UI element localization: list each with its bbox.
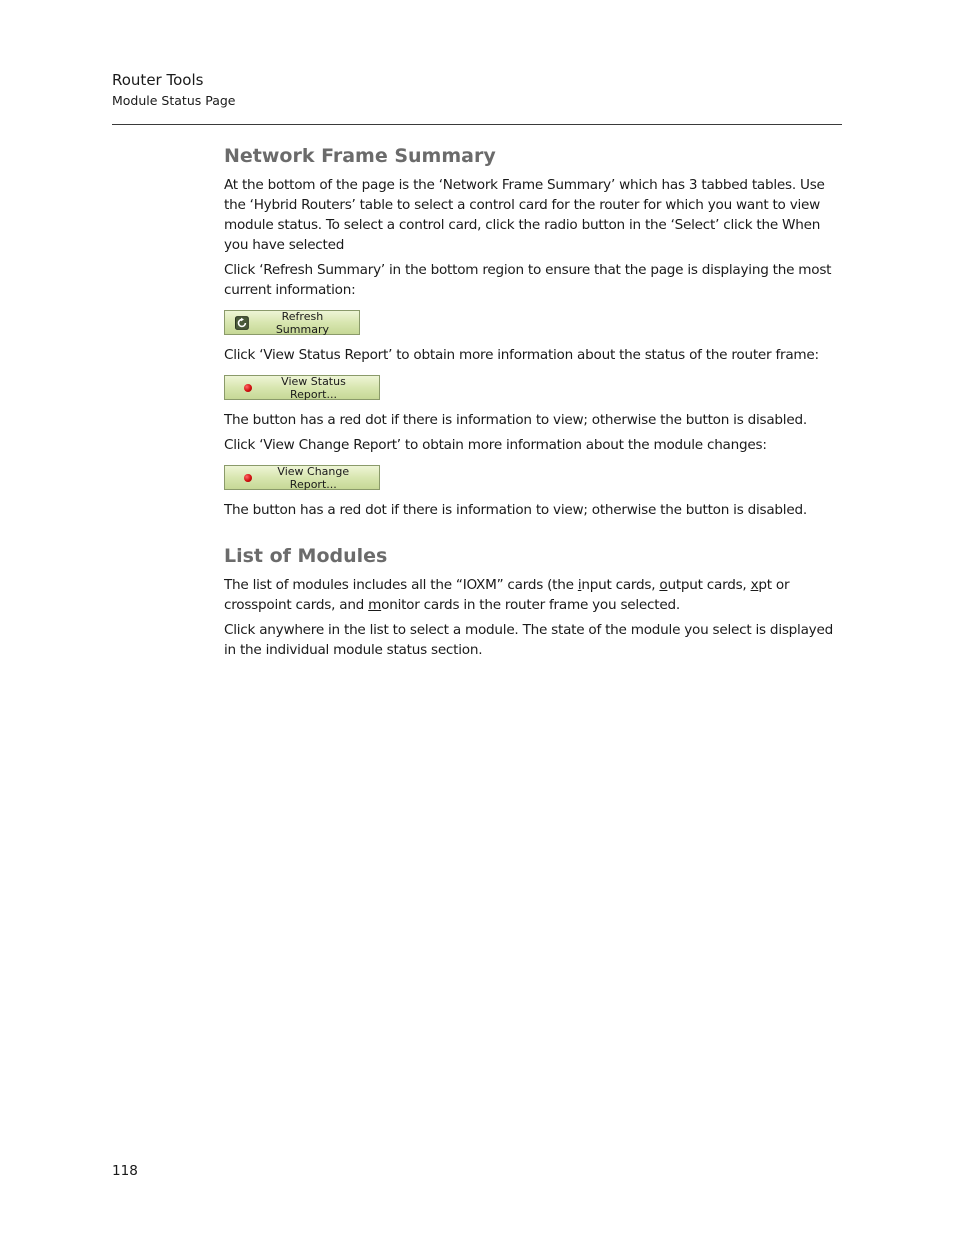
page-content (224, 143, 844, 665)
section-heading-list-of-modules: List of Modules (224, 545, 388, 567)
view-change-report-label: View Change Report... (277, 464, 350, 491)
paragraph-status-note: The button has a red dot if there is information to view; otherwise the button is disabled. (224, 412, 807, 428)
red-dot-icon (244, 384, 252, 392)
view-status-report-label: View Status Report... (281, 374, 346, 401)
view-status-report-button[interactable] (224, 375, 380, 400)
paragraph-status-report: Click ‘View Status Report’ to obtain more information about the status of the router frame: (224, 347, 819, 363)
running-header-subtitle: Module Status Page (112, 93, 236, 108)
header-divider (112, 124, 842, 125)
section-heading-network-frame-summary: Network Frame Summary (224, 145, 496, 167)
refresh-summary-label: Refresh Summary (275, 309, 329, 336)
paragraph-intro: At the bottom of the page is the ‘Network Frame Summary’ which has 3 tabbed tables. Use the ‘Hybrid Routers’ table to select a control card for the router for which you want to view module status. To select a control card, click the radio button in the ‘Select’ click the When you have selected (224, 177, 825, 253)
paragraph-change-report: Click ‘View Change Report’ to obtain more information about the module changes: (224, 437, 767, 453)
paragraph-modules-select: Click anywhere in the list to select a module. The state of the module you select is displayed in the individual module status section. (224, 622, 833, 658)
running-header-title: Router Tools (112, 71, 204, 89)
refresh-summary-button[interactable] (224, 310, 360, 335)
view-change-report-button[interactable] (224, 465, 380, 490)
red-dot-icon (244, 474, 252, 482)
paragraph-change-note: The button has a red dot if there is information to view; otherwise the button is disabled. (224, 502, 807, 518)
page-number: 118 (112, 1163, 138, 1179)
paragraph-refresh: Click ‘Refresh Summary’ in the bottom region to ensure that the page is displaying the most current information: (224, 262, 832, 298)
refresh-icon (235, 316, 249, 330)
paragraph-modules-intro: The list of modules includes all the “IOXM” cards (the input cards, output cards, xpt or crosspoint cards, and monitor cards in the router frame you selected. (224, 577, 790, 613)
